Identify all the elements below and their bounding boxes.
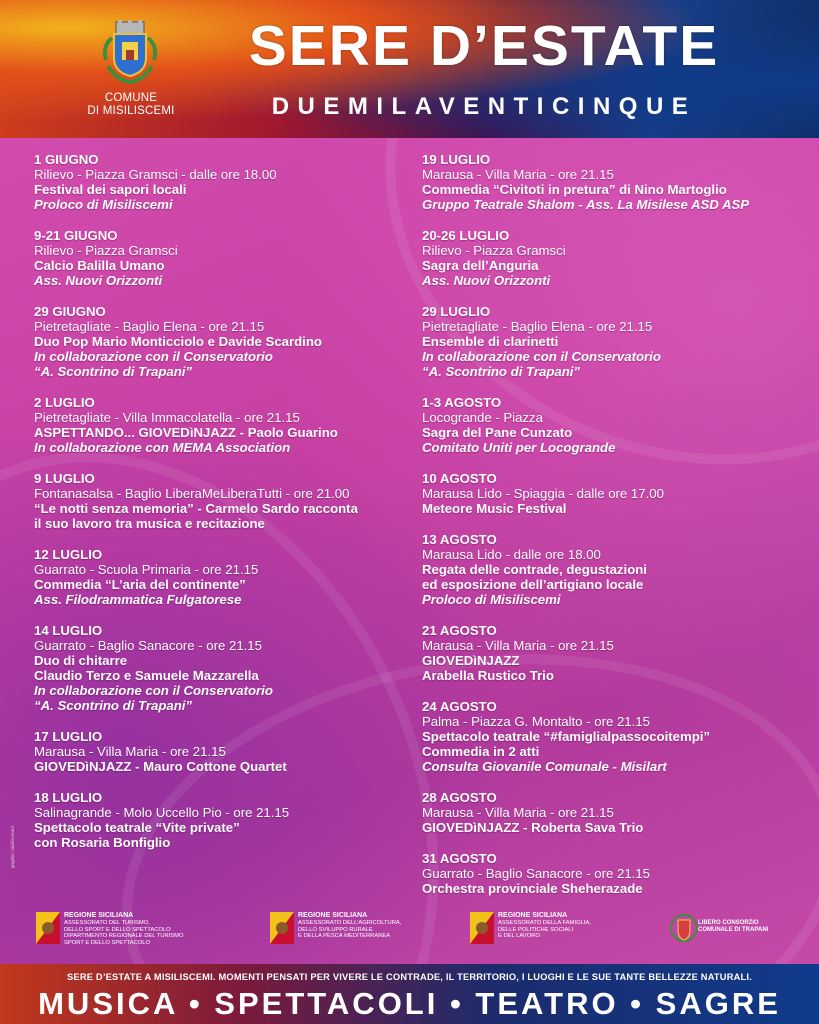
event-desc: Meteore Music Festival bbox=[422, 501, 567, 516]
page-title: SERE D’ESTATE bbox=[248, 14, 720, 78]
sponsor-logos bbox=[0, 908, 819, 958]
event-schedule bbox=[0, 138, 819, 964]
event-desc: Duo di chitarre bbox=[34, 653, 128, 668]
sponsor-line: DELLO SPORT E DELLO SPETTACOLO bbox=[64, 926, 171, 933]
event-place: Pietretagliate - Baglio Elena - ore 21.15 bbox=[34, 319, 265, 334]
event-block bbox=[422, 851, 807, 896]
event-desc: ed esposizione dell’artigiano locale bbox=[422, 577, 644, 592]
event-date: 12 LUGLIO bbox=[34, 547, 103, 562]
event-date: 9-21 GIUGNO bbox=[34, 228, 118, 243]
event-place: Rilievo - Piazza Gramsci - dalle ore 18.00 bbox=[34, 167, 277, 182]
events-left-column bbox=[34, 152, 419, 850]
event-org: Gruppo Teatrale Shalom - Ass. La Misilese ASD ASP bbox=[422, 197, 750, 212]
event-place: Pietretagliate - Baglio Elena - ore 21.15 bbox=[422, 319, 653, 334]
event-org: In collaborazione con il Conservatorio bbox=[34, 683, 273, 698]
event-date: 10 AGOSTO bbox=[422, 471, 497, 486]
footer-categories: MUSICA • SPETTACOLI • TEATRO • SAGRE bbox=[38, 986, 781, 1021]
sponsor-line: DELLE POLITICHE SOCIALI bbox=[498, 926, 574, 933]
event-desc: Commedia “Civitoti in pretura” di Nino Martoglio bbox=[422, 182, 727, 197]
event-desc: Spettacolo teatrale “Vite private” bbox=[34, 820, 240, 835]
event-desc: “Le notti senza memoria” - Carmelo Sardo racconta bbox=[34, 501, 358, 516]
event-org: “A. Scontrino di Trapani” bbox=[34, 364, 193, 379]
event-desc: Regata delle contrade, degustazioni bbox=[422, 562, 647, 577]
sponsor-line: E DEL LAVORO bbox=[498, 933, 540, 940]
event-place: Pietretagliate - Villa Immacolatella - ore 21.15 bbox=[34, 410, 300, 425]
comune-name: COMUNE DI MISILISCEMI bbox=[87, 92, 175, 117]
sponsor-line: ASSESSORATO DEL TURISMO, bbox=[64, 920, 150, 926]
sponsor-line: COMUNALE DI TRAPANI bbox=[698, 927, 769, 933]
event-date: 19 LUGLIO bbox=[422, 152, 491, 167]
event-org: In collaborazione con MEMA Association bbox=[34, 440, 291, 455]
events-right-column bbox=[422, 152, 807, 896]
sponsor-libero-consorzio bbox=[670, 912, 768, 944]
event-org: Ass. Filodrammatica Fulgatorese bbox=[34, 592, 242, 607]
event-place: Locogrande - Piazza bbox=[422, 410, 543, 425]
event-org: Ass. Nuovi Orizzonti bbox=[422, 273, 551, 288]
event-block bbox=[422, 623, 807, 683]
event-date: 28 AGOSTO bbox=[422, 790, 497, 805]
sponsor-line: ASSESSORATO DELLA FAMIGLIA, bbox=[498, 920, 591, 926]
event-desc: con Rosaria Bonfiglio bbox=[34, 835, 171, 850]
event-desc: GIOVEDìNJAZZ bbox=[422, 653, 520, 668]
event-date: 31 AGOSTO bbox=[422, 851, 497, 866]
event-place: Marausa Lido - Spiaggia - dalle ore 17.00 bbox=[422, 486, 664, 501]
footer-banner bbox=[0, 964, 819, 1024]
event-org: In collaborazione con il Conservatorio bbox=[34, 349, 273, 364]
event-block bbox=[34, 152, 419, 212]
event-block bbox=[34, 228, 419, 288]
event-place: Guarrato - Scuola Primaria - ore 21.15 bbox=[34, 562, 259, 577]
event-org: “A. Scontrino di Trapani” bbox=[422, 364, 581, 379]
event-desc: Arabella Rustico Trio bbox=[422, 668, 554, 683]
event-place: Salinagrande - Molo Uccello Pio - ore 21.15 bbox=[34, 805, 290, 820]
sicily-emblem-icon bbox=[470, 912, 494, 944]
event-desc: Sagra dell’Anguria bbox=[422, 258, 539, 273]
event-date: 2 LUGLIO bbox=[34, 395, 95, 410]
event-block bbox=[34, 471, 419, 531]
sponsor-line: SPORT E DELLO SPETTACOLO bbox=[64, 939, 151, 946]
event-block bbox=[34, 547, 419, 607]
event-block bbox=[422, 790, 807, 835]
event-place: Marausa - Villa Maria - ore 21.15 bbox=[34, 744, 226, 759]
event-desc: GIOVEDìNJAZZ - Roberta Sava Trio bbox=[422, 820, 644, 835]
event-date: 9 LUGLIO bbox=[34, 471, 95, 486]
event-place: Marausa - Villa Maria - ore 21.15 bbox=[422, 167, 614, 182]
event-block bbox=[422, 532, 807, 607]
event-block bbox=[422, 699, 807, 774]
header-banner bbox=[0, 0, 819, 138]
event-place: Rilievo - Piazza Gramsci bbox=[34, 243, 178, 258]
event-block bbox=[422, 228, 807, 288]
sponsor-name: REGIONE SICILIANA bbox=[298, 912, 368, 919]
event-desc: il suo lavoro tra musica e recitazione bbox=[34, 516, 265, 531]
event-org: Proloco di Misiliscemi bbox=[34, 197, 173, 212]
sponsor-name: REGIONE SICILIANA bbox=[64, 912, 134, 919]
comune-crest-icon bbox=[98, 20, 162, 86]
event-date: 18 LUGLIO bbox=[34, 790, 103, 805]
event-place: Marausa - Villa Maria - ore 21.15 bbox=[422, 638, 614, 653]
sponsor-line: E DELLA PESCA MEDITERRANEA bbox=[298, 933, 391, 940]
event-block bbox=[422, 152, 807, 212]
event-place: Palma - Piazza G. Montalto - ore 21.15 bbox=[422, 714, 650, 729]
event-date: 29 GIUGNO bbox=[34, 304, 106, 319]
sponsor-regione-turismo bbox=[36, 912, 184, 946]
event-desc: ASPETTANDO... GIOVEDìNJAZZ - Paolo Guarino bbox=[34, 425, 338, 440]
event-block bbox=[422, 304, 807, 379]
event-date: 17 LUGLIO bbox=[34, 729, 103, 744]
event-block bbox=[34, 729, 419, 774]
event-block bbox=[34, 304, 419, 379]
event-place: Guarrato - Baglio Sanacore - ore 21.15 bbox=[422, 866, 650, 881]
event-date: 13 AGOSTO bbox=[422, 532, 497, 547]
sponsor-line: ASSESSORATO DELL’AGRICOLTURA, bbox=[298, 920, 402, 926]
event-desc: Ensemble di clarinetti bbox=[422, 334, 559, 349]
sicily-emblem-icon bbox=[270, 912, 294, 944]
event-org: In collaborazione con il Conservatorio bbox=[422, 349, 661, 364]
sponsor-regione-famiglia bbox=[470, 912, 591, 944]
event-place: Marausa - Villa Maria - ore 21.15 bbox=[422, 805, 614, 820]
sponsor-regione-agricoltura bbox=[270, 912, 401, 944]
event-desc: Commedia in 2 atti bbox=[422, 744, 540, 759]
event-org: Comitato Uniti per Locogrande bbox=[422, 440, 616, 455]
event-desc: Commedia “L’aria del continente” bbox=[34, 577, 246, 592]
event-org: “A. Scontrino di Trapani” bbox=[34, 698, 193, 713]
event-desc: Calcio Balilla Umano bbox=[34, 258, 165, 273]
event-desc: Festival dei sapori locali bbox=[34, 182, 187, 197]
event-place: Guarrato - Baglio Sanacore - ore 21.15 bbox=[34, 638, 262, 653]
event-block bbox=[422, 471, 807, 516]
sponsor-line: DELLO SVILUPPO RURALE bbox=[298, 926, 373, 933]
event-place: Rilievo - Piazza Gramsci bbox=[422, 243, 566, 258]
event-desc: GIOVEDìNJAZZ - Mauro Cottone Quartet bbox=[34, 759, 287, 774]
event-desc: Claudio Terzo e Samuele Mazzarella bbox=[34, 668, 259, 683]
event-org: Ass. Nuovi Orizzonti bbox=[34, 273, 163, 288]
event-date: 21 AGOSTO bbox=[422, 623, 497, 638]
sponsor-line: DIPARTIMENTO REGIONALE DEL TURISMO bbox=[64, 933, 184, 940]
event-block bbox=[34, 623, 419, 713]
event-org: Consulta Giovanile Comunale - Misilart bbox=[422, 759, 667, 774]
event-place: Fontanasalsa - Baglio LiberaMeLiberaTutti - ore 21.00 bbox=[34, 486, 350, 501]
trapani-crest-icon bbox=[670, 912, 694, 944]
event-desc: Sagra del Pane Cunzato bbox=[422, 425, 573, 440]
page-subtitle: DUEMILAVENTICINQUE bbox=[271, 93, 697, 120]
event-desc: Spettacolo teatrale “#famiglialpassocoitempi” bbox=[422, 729, 711, 744]
graphic-credit: graphic: misiliscemi.it bbox=[10, 825, 15, 868]
event-date: 14 LUGLIO bbox=[34, 623, 103, 638]
event-date: 1 GIUGNO bbox=[34, 152, 99, 167]
event-block bbox=[34, 395, 419, 455]
event-date: 20-26 LUGLIO bbox=[422, 228, 510, 243]
event-desc: Duo Pop Mario Monticciolo e Davide Scardino bbox=[34, 334, 322, 349]
event-block bbox=[422, 395, 807, 455]
sicily-emblem-icon bbox=[36, 912, 60, 944]
event-date: 29 LUGLIO bbox=[422, 304, 491, 319]
sponsor-name: REGIONE SICILIANA bbox=[498, 912, 568, 919]
footer-tagline: SERE D’ESTATE A MISILISCEMI. MOMENTI PENSATI PER VIVERE LE CONTRADE, IL TERRITORIO, I LUOGHI E LE SUE TANTE BELLEZZE NATURALI. bbox=[67, 972, 752, 982]
event-block bbox=[34, 790, 419, 850]
event-place: Marausa Lido - dalle ore 18.00 bbox=[422, 547, 601, 562]
event-date: 24 AGOSTO bbox=[422, 699, 497, 714]
event-date: 1-3 AGOSTO bbox=[422, 395, 502, 410]
event-org: Proloco di Misiliscemi bbox=[422, 592, 561, 607]
sponsor-name: LIBERO CONSORZIO bbox=[698, 920, 759, 926]
event-desc: Orchestra provinciale Sheherazade bbox=[422, 881, 643, 896]
